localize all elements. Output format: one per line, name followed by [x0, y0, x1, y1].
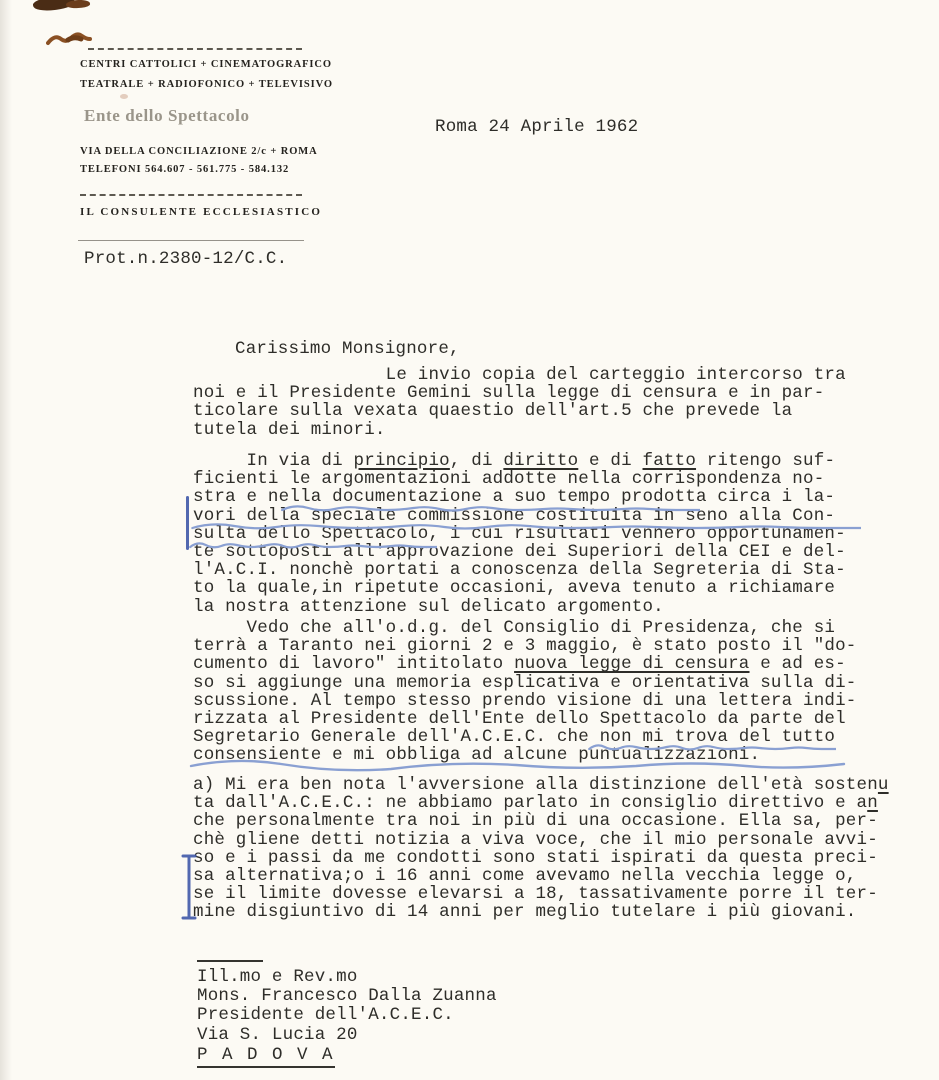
protocol-number: Prot.n.2380-12/C.C. [84, 249, 288, 269]
letterhead-bottom-rule [78, 240, 304, 241]
pen-underline-wavy-5 [186, 758, 850, 776]
letterhead-address: VIA DELLA CONCILIAZIONE 2/c + ROMA [80, 146, 318, 157]
brown-squiggle-stain [46, 29, 94, 49]
pen-underline-wavy-1 [280, 503, 700, 515]
date-line: Roma 24 Aprile 1962 [435, 117, 639, 137]
paper-speck [120, 94, 128, 99]
letterhead-phones: TELEFONI 564.607 - 561.775 - 584.132 [80, 164, 290, 175]
letterhead-org-name: Ente dello Spettacolo [84, 106, 250, 125]
pen-underline-wavy-2 [189, 521, 861, 533]
recipient-address: Ill.mo e Rev.mo Mons. Francesco Dalla Zuanna Presidente dell'A.C.E.C. Via S. Lucia 20 [197, 967, 497, 1045]
pen-bracket [180, 852, 198, 922]
paragraph-1: Le invio copia del carteggio intercorso tra noi e il Presidente Gemini sulla legge di censura e in par- ticolare sulla vexata quaestio dell'art.5 che prevede la tutela dei minori. [193, 365, 846, 440]
letterhead-mid-rule [80, 194, 302, 196]
recipient-city [197, 1046, 335, 1064]
recipient-rule [197, 960, 263, 962]
letterhead-role: IL CONSULENTE ECCLESIASTICO [80, 206, 323, 218]
recipient-city-text: P A D O V A [197, 1045, 335, 1068]
letterhead-org-line2: TEATRALE + RADIOFONICO + TELEVISIVO [80, 79, 333, 90]
paragraph-4: a) Mi era ben nota l'avversione alla distinzione dell'età sostenu ta dall'A.C.E.C.: ne abbiamo parlato in consiglio direttivo e an che personalmente tra noi in più di una occasione. Ella sa, per- chè gliene detti notizia a viva voce, che il mio personale avvi- so e i passi da me condotti sono stati ispirati da questa preci- sa alternativa;o i 16 anni come avevamo nella vecchia legge o, se il limite dovesse elevarsi a 18, tassativamente porre il ter- mine disgiuntivo di 14 anni per meglio tutelare i più giovani. [193, 775, 889, 923]
ink-smudge-tail [66, 0, 91, 9]
letterhead-org-line1: CENTRI CATTOLICI + CINEMATOGRAFICO [80, 59, 332, 70]
paragraph-2: In via di principio, di diritto e di fatto ritengo suf- ficienti le argomentazioni addotte nella corrispondenza no- stra e nella documentazione a suo tempo prodotta circa i la- vori della speciale commissione costituita in seno alla Con- sulta dello Spettacolo, i cui risultati vennero opportunamen- te sottoposti all'approvazione dei Superiori della CEI e del- l'A.C.I. nonchè portati a conoscenza della Segreteria di Sta- to la quale,in ripetute occasioni, aveva tenuto a richiamare la nostra attenzione sul delicato argomento. [193, 451, 846, 617]
pen-underline-wavy-4 [588, 742, 836, 754]
scan-edge-shade [0, 0, 12, 1080]
salutation: Carissimo Monsignore, [235, 339, 460, 359]
letterhead-top-rule [88, 48, 302, 50]
paragraph-3: Vedo che all'o.d.g. del Consiglio di Presidenza, che si terrà a Taranto nei giorni 2 e 3 maggio, è stato posto il "do- cumento di lavoro" intitolato nuova legge di censura e ad es- so si aggiunge una memoria esplicativa e orientativa sulla di- scussione. Al tempo stesso prendo visione di una lettera indi- rizzata al Presidente dell'Ente dello Spettacolo da parte del Segretario Generale dell'A.C.E.C. che non mi trova del tutto consensiente e mi obbliga ad alcune puntualizzazioni. [193, 618, 857, 766]
pen-underline-wavy-3 [189, 540, 437, 552]
